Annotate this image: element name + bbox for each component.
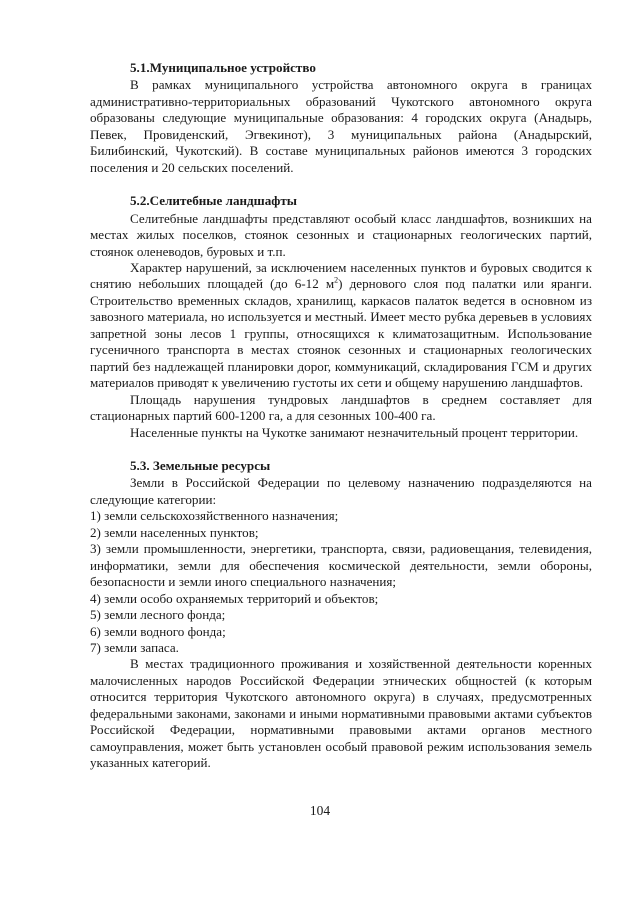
document-page: [90, 60, 592, 789]
paragraph: Площадь нарушения тундровых ландшафтов в среднем составляет для стационарных партий 600-1200 га, а для сезонных 100-400 га.: [90, 391, 592, 424]
section-heading: 5.3. Земельные ресурсы: [130, 457, 271, 473]
list-item: 4) земли особо охраняемых территорий и объектов;: [90, 590, 379, 606]
page-number: 104: [309, 803, 331, 818]
list-item: 7) земли запаса.: [90, 639, 179, 655]
paragraph: Населенные пункты на Чукотке занимают незначительный процент территории.: [130, 424, 579, 440]
section-heading: 5.2.Селитебные ландшафты: [130, 193, 297, 209]
section-land-resources: [90, 458, 592, 772]
paragraph: Земли в Российской Федерации по целевому назначению подразделяются на следующие категории:: [90, 475, 592, 507]
list-item: 5) земли лесного фонда;: [90, 607, 226, 623]
paragraph-text: ) дернового слоя под палатки или яранги. Строительство временных складов, хранилищ, каркасов палаток ведется в основном из завозного материала, но используется и местный. Имеет место рубка деревьев в условиях запретной зоны лесов 1 группы, относящихся к климатозащитным. Использование гусеничного транспорта в местах стоянок сезонных и стационарных геологических партий без надлежащей планировки дорог, коммуникаций, складирования ГСМ и других материалов приводят к увеличению густоты их сети и общему нарушению ландшафтов.: [90, 276, 592, 391]
section-municipal-structure: [90, 60, 592, 176]
land-category-list: [90, 508, 592, 656]
list-item: 3) земли промышленности, энергетики, транспорта, связи, радиовещания, телевидения, информатики, земли для обеспечения космической деятельности, земли обороны, безопасности и земли иного специального назначения;: [90, 541, 592, 590]
paragraph: В рамках муниципального устройства автономного округа в границах административно-территориальных образований Чукотского автономного округа образованы следующие муниципальные образования: 4 городских округа (Анадырь, Певек, Провиденский, Эгвекинот), 3 муниципальных района (Анадырский, Билибинский, Чукотский). В составе муниципальных районов имеются 3 городских поселения и 20 сельских поселений.: [90, 77, 592, 175]
paragraph-text: Характер нарушений, за исключением населенных пунктов и буровых сводится к снятию небольших площадей (до 6-12 м: [90, 259, 592, 292]
paragraph: В местах традиционного проживания и хозяйственной деятельности коренных малочисленных народов Российской Федерации этнических общностей (к которым относится территория Чукотского автономного округа) в случаях, предусмотренных федеральными законами, законами и иными нормативными правовыми актами субъектов Российской Федерации, нормативными правовыми актами органов местного самоуправления, может быть установлен особый правовой режим использования земель указанных категорий.: [90, 656, 592, 771]
paragraph: Селитебные ландшафты представляют особый класс ландшафтов, возникших на местах жилых поселков, стоянок сезонных и стационарных геологических партий, стоянок оленеводов, буровых и т.п.: [90, 210, 592, 259]
list-item: 1) земли сельскохозяйственного назначения;: [90, 508, 339, 524]
list-item: 6) земли водного фонда;: [90, 623, 226, 639]
list-item: 2) земли населенных пунктов;: [90, 524, 259, 540]
superscript: 2: [334, 276, 339, 286]
paragraph: [90, 260, 592, 392]
section-residential-landscapes: [90, 193, 592, 441]
section-heading: 5.1.Муниципальное устройство: [130, 60, 316, 75]
